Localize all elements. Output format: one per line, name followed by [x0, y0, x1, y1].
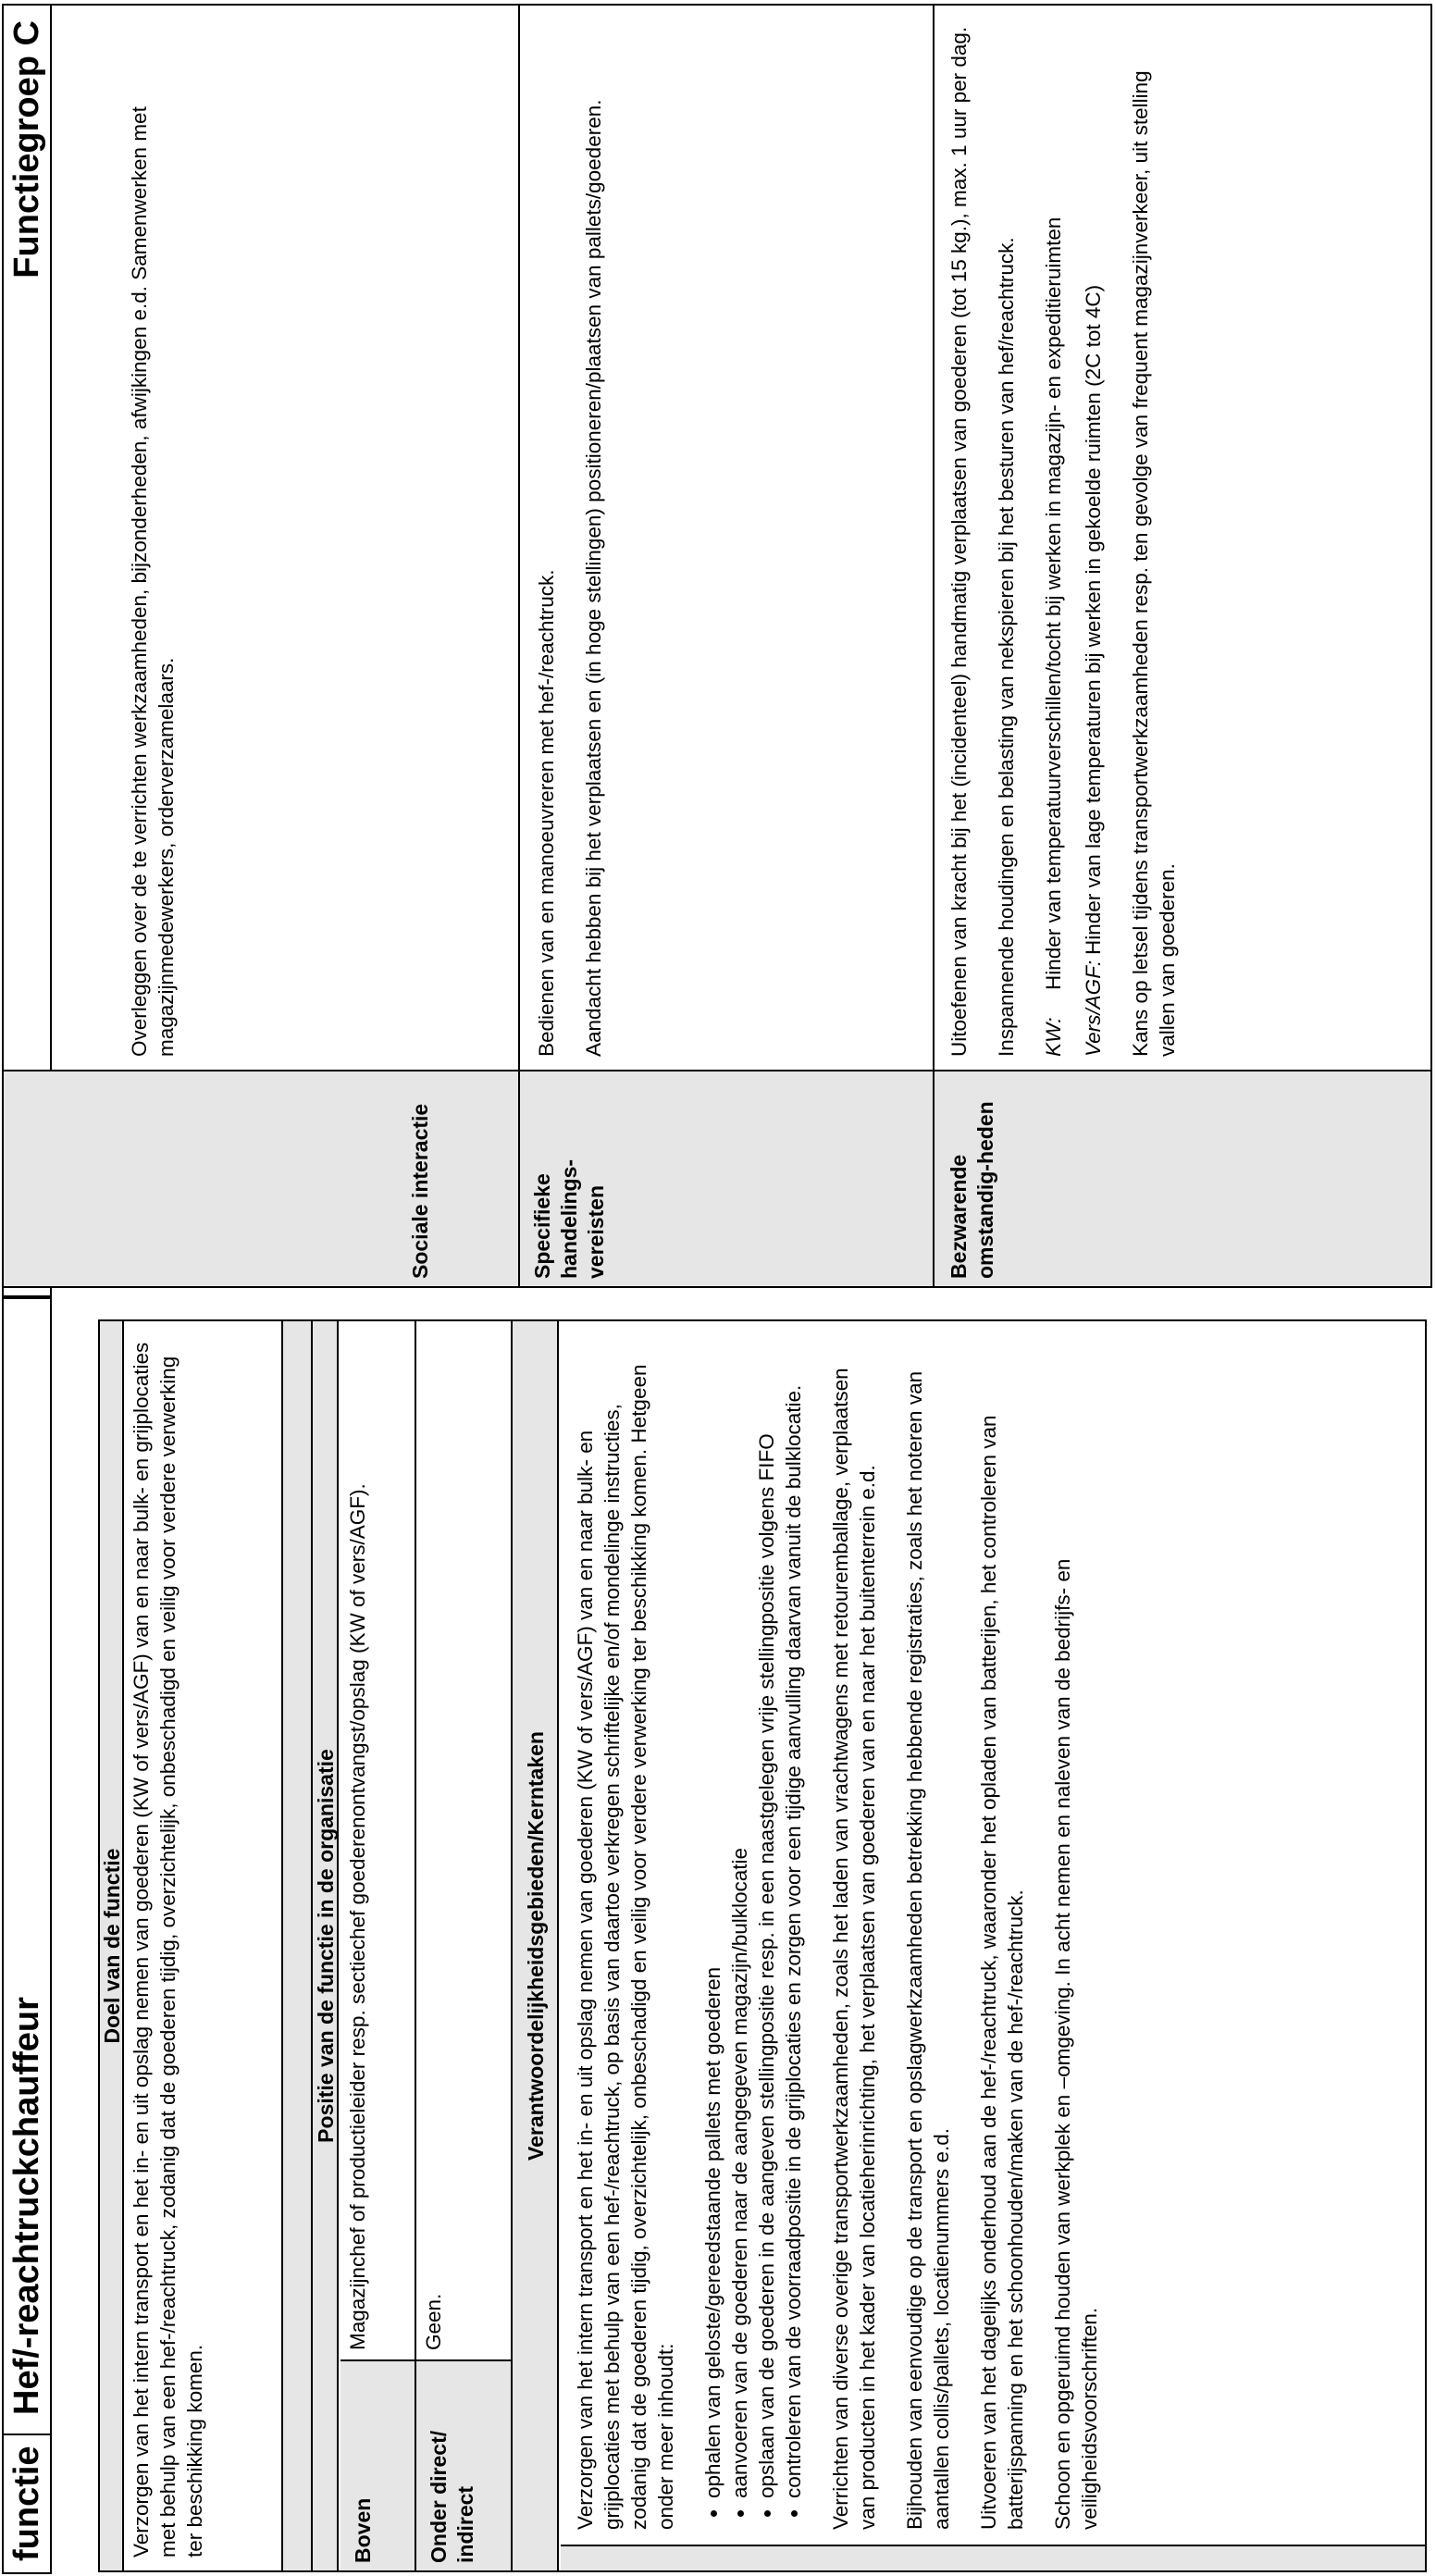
taken-bullets: [699, 1336, 807, 2530]
taken-bullet: • controleren van de voorraadpositie in de grijplocaties en zorgen voor een tijdige aanvulling daarvan vanuit de bulklocatie.: [780, 1336, 807, 2498]
bezwarende-p1: Uitoefenen van kracht bij het (incidenteel) handmatig verplaatsen van goederen (tot 15 kg.), max. 1 uur per dag.: [947, 26, 971, 1057]
boven-label: Boven: [340, 2359, 416, 2570]
header-group: Functiegroep C: [6, 20, 46, 279]
header-divider: [4, 2434, 50, 2435]
header-bar-left: [2, 1297, 52, 2574]
bezwarende-p2: Inspannende houdingen en belasting van nekspieren bij het besturen van hef/reachtruck.: [995, 237, 1018, 1057]
taken-title: Verantwoordelijkheidsgebieden/Kerntaken: [513, 1321, 559, 2570]
taken-p5: Schoon en opgeruimd houden van werkplek en –omgeving. In acht nemen en naleven van de bedrijfs- en veiligheidsvoorschriften.: [1051, 1558, 1101, 2530]
taken-body: [572, 1336, 1123, 2530]
bezwarende-body: [946, 20, 1201, 1057]
doel-text: Verzorgen van het intern transport en het in- en uit opslag nemen van goederen (KW of vers/AGF) van en naar bulk- en grijplocaties met behulp van een hef-/reachtruck, zodanig dat de goederen tijdig, overzichtelijk, onbeschadigd en veilig voor verdere verwerking ter beschikking komen.: [130, 1342, 206, 2557]
spacer-band: [281, 1319, 313, 2572]
vers-text: Hinder van lage temperaturen bij werken in gekoelde ruimten (2C tot 4C): [1082, 284, 1105, 955]
taken-bullet: • opslaan van de goederen in de aangeven stellingpositie resp. in een naastgelegen vrije stellingpositie volgens FIFO: [753, 1336, 780, 2498]
specifieke-label: Specifieke handelings-vereisten: [530, 1158, 608, 1279]
onder-text: Geen.: [422, 2293, 445, 2350]
taken-bullet: • ophalen van geloste/gereedstaande pallets met goederen: [699, 1336, 726, 2498]
boven-text: Magazijnchef of productieleider resp. sectiechef goederenontvangst/opslag (KW of vers/AGF).: [346, 1483, 369, 2350]
vers-row: [1080, 20, 1107, 1057]
positie-title: Positie van de functie in de organisatie: [313, 1321, 339, 2570]
right-label-column: [4, 1070, 1430, 1286]
specifieke-p1: Bedienen van en manoeuvreren met hef-/reachtruck.: [535, 569, 558, 1057]
taken-p2: Verrichten van diverse overige transportwerkzaamheden, zoals het laden van vrachtwagens met retouremballage, verplaatsen van producten in het kader van locatieherinrichting, het verplaatsen van goederen van en naar het buitenterrein e.d.: [829, 1368, 879, 2530]
taken-gutter: [561, 2545, 1425, 2570]
kw-key: KW:: [1042, 1017, 1065, 1057]
bezwarende-label: Bezwarende omstandig-heden: [947, 1101, 997, 1279]
right-table: [2, 4, 1432, 1288]
bezwarende-p3: Kans op letsel tijdens transportwerkzaamheden resp. ten gevolge van frequent magazijnverkeer, uit stelling vallen van goederen.: [1129, 70, 1179, 1057]
taken-section: [511, 1319, 1427, 2572]
taken-p4: Uitvoeren van het dagelijks onderhoud aan de hef-/reachtruck, waaronder het opladen van batterijen, het controleren van batterijspanning en het schoonhouden/maken van de hef-/reachtruck.: [977, 1415, 1027, 2530]
doel-title: Doel van de functie: [100, 1321, 124, 2570]
specifieke-body: [533, 20, 627, 1057]
header-title: Hef/-reachtruckchauffeur: [6, 1997, 46, 2415]
sociale-label: Sociale interactie: [408, 1103, 432, 1279]
specifieke-p2: Aandacht hebben bij het verplaatsen en (in hoge stellingen) positioneren/plaatsen van pallets/goederen.: [582, 99, 605, 1057]
sociale-text: Overleggen over de te verrichten werkzaamheden, bijzonderheden, afwijkingen e.d. Samenwerken met magazijnmedewerkers, orderverzamelaars.: [128, 106, 178, 1057]
taken-p1: Verzorgen van het intern transport en het in- en uit opslag nemen van goederen (KW of vers/AGF) van en naar bulk- en grijplocaties met behulp van een hef-/reachtruck, op basis van daartoe verkregen schriftelijke en/of mondelinge instructies, zodanig dat de goederen tijdig, overzichtelijk, onbeschadigd en veilig voor verdere verwerking ter beschikking komen. Hetgeen onder meer inhoudt:: [574, 1364, 677, 2530]
onder-label: Onder direct/ indirect: [416, 2359, 511, 2570]
doel-section: [98, 1319, 283, 2572]
positie-section: [311, 1319, 513, 2572]
kw-text: Hinder van temperatuurverschillen/tocht bij werken in magazijn- en expeditieruimten: [1042, 217, 1065, 990]
vers-key: Vers/AGF:: [1082, 960, 1105, 1057]
taken-p3: Bijhouden van eenvoudige op de transport en opslagwerkzaamheden betrekking hebbende registraties, zoals het noteren van aantallen collis/pallets, locatienummers e.d.: [903, 1370, 953, 2530]
kw-row: [1040, 20, 1067, 1057]
taken-bullet: • aanvoeren van de goederen naar de aangegeven magazijn/bulklocatie: [726, 1336, 753, 2498]
header-label: functie: [6, 2446, 46, 2561]
